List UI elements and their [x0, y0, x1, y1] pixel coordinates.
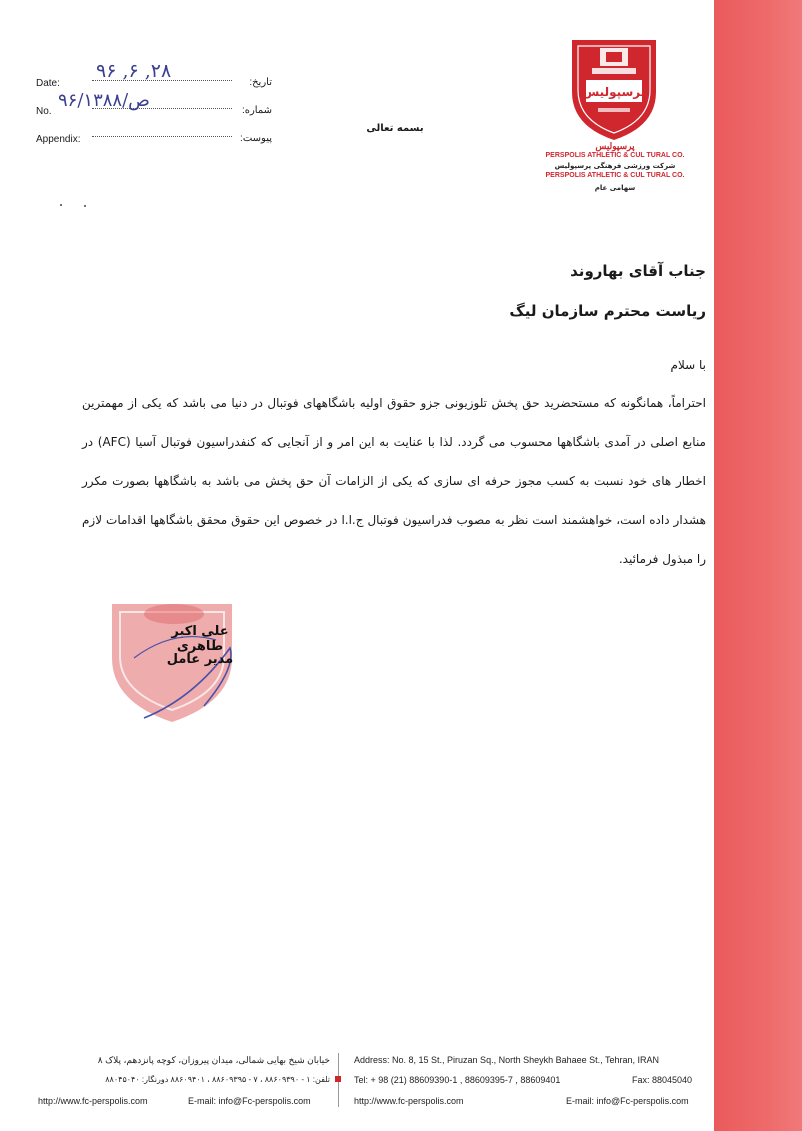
letter-body: احتراماً، همانگونه که مستحضرید حق پخش تلوزیونی جزو حقوق اولیه باشگاههای فوتبال در دنیا می باشد که یکی از مهمترین منابع اصلی در آمدی باشگاهها محسوب می گردد. لذا با عنایت به این امر و از آنجایی که کنفدراسیون فوتبال آسیا (AFC) در اخطار های خود نسبت به کسب مجوز حرفه ای سازی که یکی از الزامات آن حق پخش می باشد به باشگاهها بصورت مکرر هشدار داده است، خواهشمند است نظر به مصوب فدراسیون فوتبال ج.ا.ا در خصوص این حقوق محقق باشگاهها اقدامات لازم را مبذول فرمائید. [82, 396, 706, 566]
number-label: No. [36, 106, 52, 117]
org-name-fa: پرسپولیس [595, 141, 635, 151]
appendix-row [36, 132, 272, 148]
date-handwritten: ۹۶ ,۶ ,۲۸ [96, 60, 172, 82]
logo-text: پرسپولیس [582, 85, 646, 99]
besm-taala: بسمه تعالی [366, 123, 424, 134]
recipient-line-2: ریاست محترم سازمان لیگ [509, 302, 706, 320]
footer-url-left[interactable]: http://www.fc-perspolis.com [38, 1096, 148, 1106]
footer-phone-fa: تلفن: ۱ - ۸۸۶۰۹۳۹۰ ، ۷ - ۸۸۶۰۹۳۹۵ ، ۸۸۶۰۹۴۰۱ دورنگار: ۸۸۰۴۵۰۴۰ [105, 1075, 330, 1084]
org-type: سهامی عام [594, 184, 636, 192]
appendix-dots [92, 136, 232, 137]
date-label-fa: تاریخ: [249, 77, 272, 88]
perspolis-logo [566, 30, 662, 142]
footer-fax-en: Fax: 88045040 [632, 1075, 693, 1085]
speck [60, 204, 62, 206]
signer-title: مدیر عامل [166, 652, 234, 667]
footer-url-right[interactable]: http://www.fc-perspolis.com [354, 1096, 464, 1106]
org-name-fa-full: شرکت ورزشی فرهنگی پرسپولیس [554, 162, 676, 170]
footer-address-en: Address: No. 8, 15 St., Piruzan Sq., North Sheykh Bahaee St., Tehran, IRAN [354, 1055, 659, 1065]
speck [84, 205, 86, 207]
footer-tel-en: Tel: + 98 (21) 88609390-1 , 88609395-7 , 88609401 [354, 1075, 561, 1085]
footer-email-right[interactable]: E-mail: info@Fc-perspolis.com [566, 1096, 689, 1106]
recipient-line-1: جناب آقای بهاروند [570, 262, 706, 280]
side-red-band [714, 0, 802, 1131]
appendix-label: Appendix: [36, 134, 81, 145]
footer-email-left[interactable]: E-mail: info@Fc-perspolis.com [188, 1096, 311, 1106]
date-label: Date: [36, 78, 60, 89]
greeting: با سلام [670, 358, 706, 372]
number-label-fa: شماره: [241, 105, 272, 116]
number-handwritten: ۹۶/ص/۱۳۸۸ [58, 90, 150, 111]
org-name-en-2: PERSPOLIS ATHLETIC & CUL TURAL CO. [545, 172, 685, 179]
appendix-label-fa: پیوست: [240, 133, 272, 144]
footer-address-fa: خیابان شیخ بهایی شمالی، میدان پیروزان، کوچه پانزدهم، پلاک ۸ [97, 1055, 330, 1065]
footer-red-marker [335, 1076, 341, 1082]
org-name-en-1: PERSPOLIS ATHLETIC & CUL TURAL CO. [545, 152, 685, 159]
signer-name: علی اکبر طاهری [171, 624, 229, 654]
